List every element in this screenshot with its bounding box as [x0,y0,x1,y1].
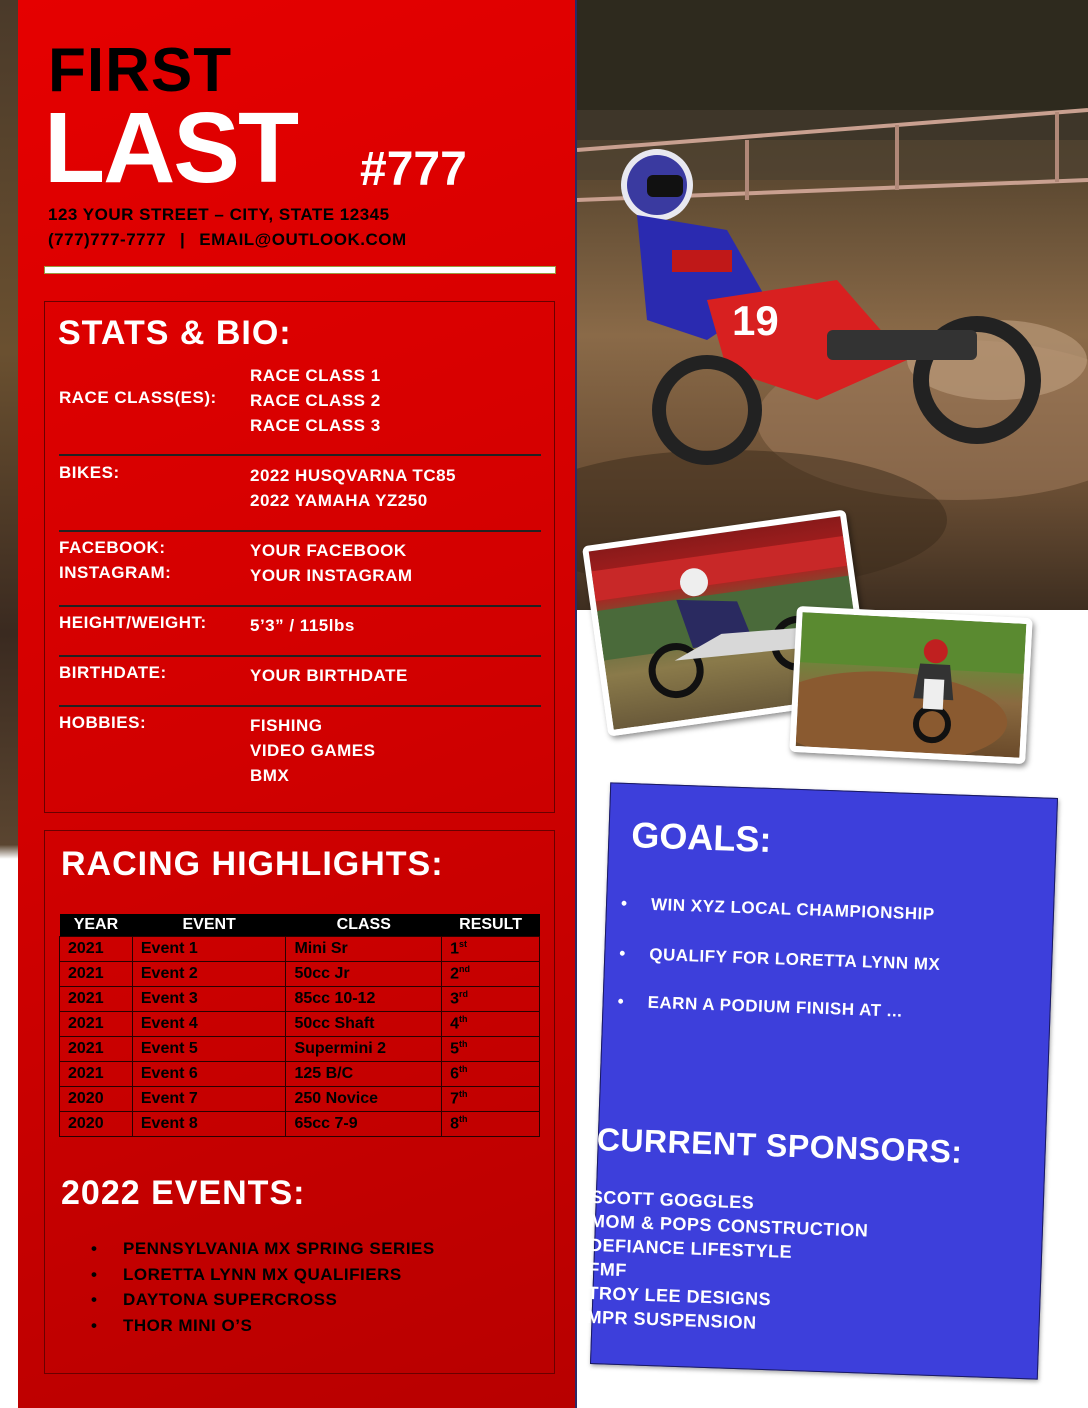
stat-value: RACE CLASS 2 [250,391,381,410]
stat-value: VIDEO GAMES [250,741,376,760]
stat-divider [59,530,541,532]
table-cell-event: Event 4 [132,1012,286,1037]
table-cell-result [442,1087,540,1112]
table-cell-result [442,1037,540,1062]
table-cell-class: 250 Novice [286,1087,442,1112]
result-suffix: nd [459,964,471,975]
events-title: 2022 EVENTS: [61,1174,306,1212]
table-cell-class: Mini Sr [286,937,442,962]
stat-label: BIKES: [59,463,120,482]
table-cell-event: Event 7 [132,1087,286,1112]
result-suffix: th [459,1014,468,1025]
sponsor-item: DEFIANCE LIFESTYLE [588,1234,793,1262]
list-item [77,1290,435,1316]
contact-line [48,230,407,250]
table-cell-class: 125 B/C [286,1062,442,1087]
table-cell-year: 2021 [60,1037,133,1062]
table-cell-class: 65cc 7-9 [286,1112,442,1137]
table-row [60,1012,540,1037]
address: 123 YOUR STREET – CITY, STATE 12345 [48,205,390,224]
table-cell-result [442,1012,540,1037]
highlights-table [59,914,540,1137]
sponsor-item: MPR SUSPENSION [586,1306,757,1333]
racer-number: #777 [360,143,467,196]
table-row [60,1062,540,1087]
event-name: THOR MINI O’S [123,1315,253,1335]
goal-text: WIN XYZ LOCAL CHAMPIONSHIP [650,894,935,924]
stat-value: YOUR BIRTHDATE [250,666,408,685]
bullet-icon: • [91,1290,98,1309]
stat-values [250,538,407,563]
goal-text: EARN A PODIUM FINISH AT ... [647,992,903,1021]
table-cell-class: 85cc 10-12 [286,987,442,1012]
stat-value: FISHING [250,716,323,735]
thumbnail-photo-2 [789,606,1032,764]
stat-label: FACEBOOK: [59,538,166,557]
stat-values [250,463,456,513]
column-header: YEAR [60,914,133,937]
result-suffix: th [459,1064,468,1075]
stat-value: BMX [250,766,290,785]
result-place: 6 [450,1065,460,1083]
table-cell-result [442,1062,540,1087]
stat-label: HOBBIES: [59,713,147,732]
highlights-box [44,830,555,1374]
stat-divider [59,655,541,657]
table-cell-event: Event 1 [132,937,286,962]
goal-item [619,943,941,975]
stat-value: 2022 HUSQVARNA TC85 [250,466,457,485]
table-cell-class: Supermini 2 [286,1037,442,1062]
table-cell-result [442,1112,540,1137]
event-name: DAYTONA SUPERCROSS [123,1290,338,1309]
stat-value: YOUR FACEBOOK [250,541,407,560]
table-row [60,1112,540,1137]
stat-value: 5’3” / 115lbs [250,616,355,635]
result-place: 8 [450,1115,460,1133]
sponsor-item: TROY LEE DESIGNS [587,1282,772,1310]
left-photo-strip [0,0,18,1408]
goal-item [617,991,903,1022]
table-cell-event: Event 3 [132,987,286,1012]
result-place: 5 [450,1040,460,1058]
stat-label: RACE CLASS(ES): [59,388,217,407]
table-cell-event: Event 8 [132,1112,286,1137]
bullet-icon: • [619,943,627,963]
highlights-table-body [60,937,540,1137]
table-cell-year: 2021 [60,987,133,1012]
goals-panel [586,782,1058,1379]
stat-label: INSTAGRAM: [59,563,172,582]
first-name: FIRST [48,36,233,105]
sponsor-item: SCOTT GOGGLES [590,1186,755,1213]
bullet-icon: • [617,991,625,1011]
stat-divider [59,454,541,456]
table-cell-year: 2021 [60,1062,133,1087]
events-list [77,1239,435,1341]
table-row [60,1087,540,1112]
stat-values [250,663,408,688]
bullet-icon: • [91,1264,98,1284]
table-cell-class: 50cc Jr [286,962,442,987]
sponsor-item: MOM & POPS CONSTRUCTION [589,1210,869,1241]
stat-label: HEIGHT/WEIGHT: [59,613,207,632]
column-header: CLASS [286,914,442,937]
table-cell-year: 2020 [60,1087,133,1112]
highlights-title: RACING HIGHLIGHTS: [61,845,444,883]
bullet-icon: • [91,1239,98,1258]
list-item [77,1239,435,1265]
table-header-row [60,914,540,937]
event-name: PENNSYLVANIA MX SPRING SERIES [123,1239,435,1258]
stats-title: STATS & BIO: [58,314,292,352]
last-name: LAST [44,92,298,204]
table-cell-result [442,987,540,1012]
stat-values [250,713,375,788]
table-row [60,937,540,962]
result-suffix: th [459,1089,468,1100]
contact-separator: | [180,230,186,249]
bullet-icon: • [91,1315,98,1335]
goals-title: GOALS: [630,814,773,861]
stat-value: YOUR INSTAGRAM [250,566,413,585]
result-suffix: th [459,1114,468,1125]
goal-item [620,893,935,925]
table-cell-class: 50cc Shaft [286,1012,442,1037]
table-cell-year: 2021 [60,962,133,987]
bullet-icon: • [620,893,628,914]
thumbnail-2-art [796,612,1027,758]
column-header: RESULT [442,914,540,937]
sponsors-title: CURRENT SPONSORS: [596,1121,964,1170]
table-row [60,987,540,1012]
stat-value: RACE CLASS 1 [250,366,381,385]
result-place: 1 [450,940,460,958]
table-cell-year: 2021 [60,937,133,962]
stat-divider [59,705,541,707]
table-cell-result [442,962,540,987]
list-item [77,1265,435,1291]
sponsors-list [586,1185,869,1339]
stat-label: BIRTHDATE: [59,663,167,682]
table-cell-year: 2021 [60,1012,133,1037]
bike-number-plate: 19 [732,297,779,344]
result-place: 7 [450,1090,460,1108]
phone: (777)777-7777 [48,230,167,249]
table-cell-event: Event 5 [132,1037,286,1062]
sponsor-item: FMF [587,1258,628,1281]
goal-text: QUALIFY FOR LORETTA LYNN MX [648,944,941,974]
stat-values [250,563,413,588]
stats-box [44,301,555,813]
stat-value: 2022 YAMAHA YZ250 [250,491,428,510]
table-cell-event: Event 2 [132,962,286,987]
table-row [60,1037,540,1062]
table-cell-result [442,937,540,962]
result-suffix: st [459,939,468,950]
header-divider [44,266,556,274]
stat-values [250,613,355,638]
table-row [60,962,540,987]
result-place: 3 [450,990,460,1008]
table-cell-event: Event 6 [132,1062,286,1087]
result-suffix: th [459,1039,468,1050]
stat-values [250,363,381,438]
column-header: EVENT [132,914,286,937]
email: EMAIL@OUTLOOK.COM [199,230,407,249]
result-place: 2 [450,965,460,983]
table-cell-year: 2020 [60,1112,133,1137]
list-item [77,1316,435,1342]
result-place: 4 [450,1015,460,1033]
stat-divider [59,605,541,607]
result-suffix: rd [459,989,469,1000]
stat-value: RACE CLASS 3 [250,416,381,435]
event-name: LORETTA LYNN MX QUALIFIERS [123,1264,402,1284]
